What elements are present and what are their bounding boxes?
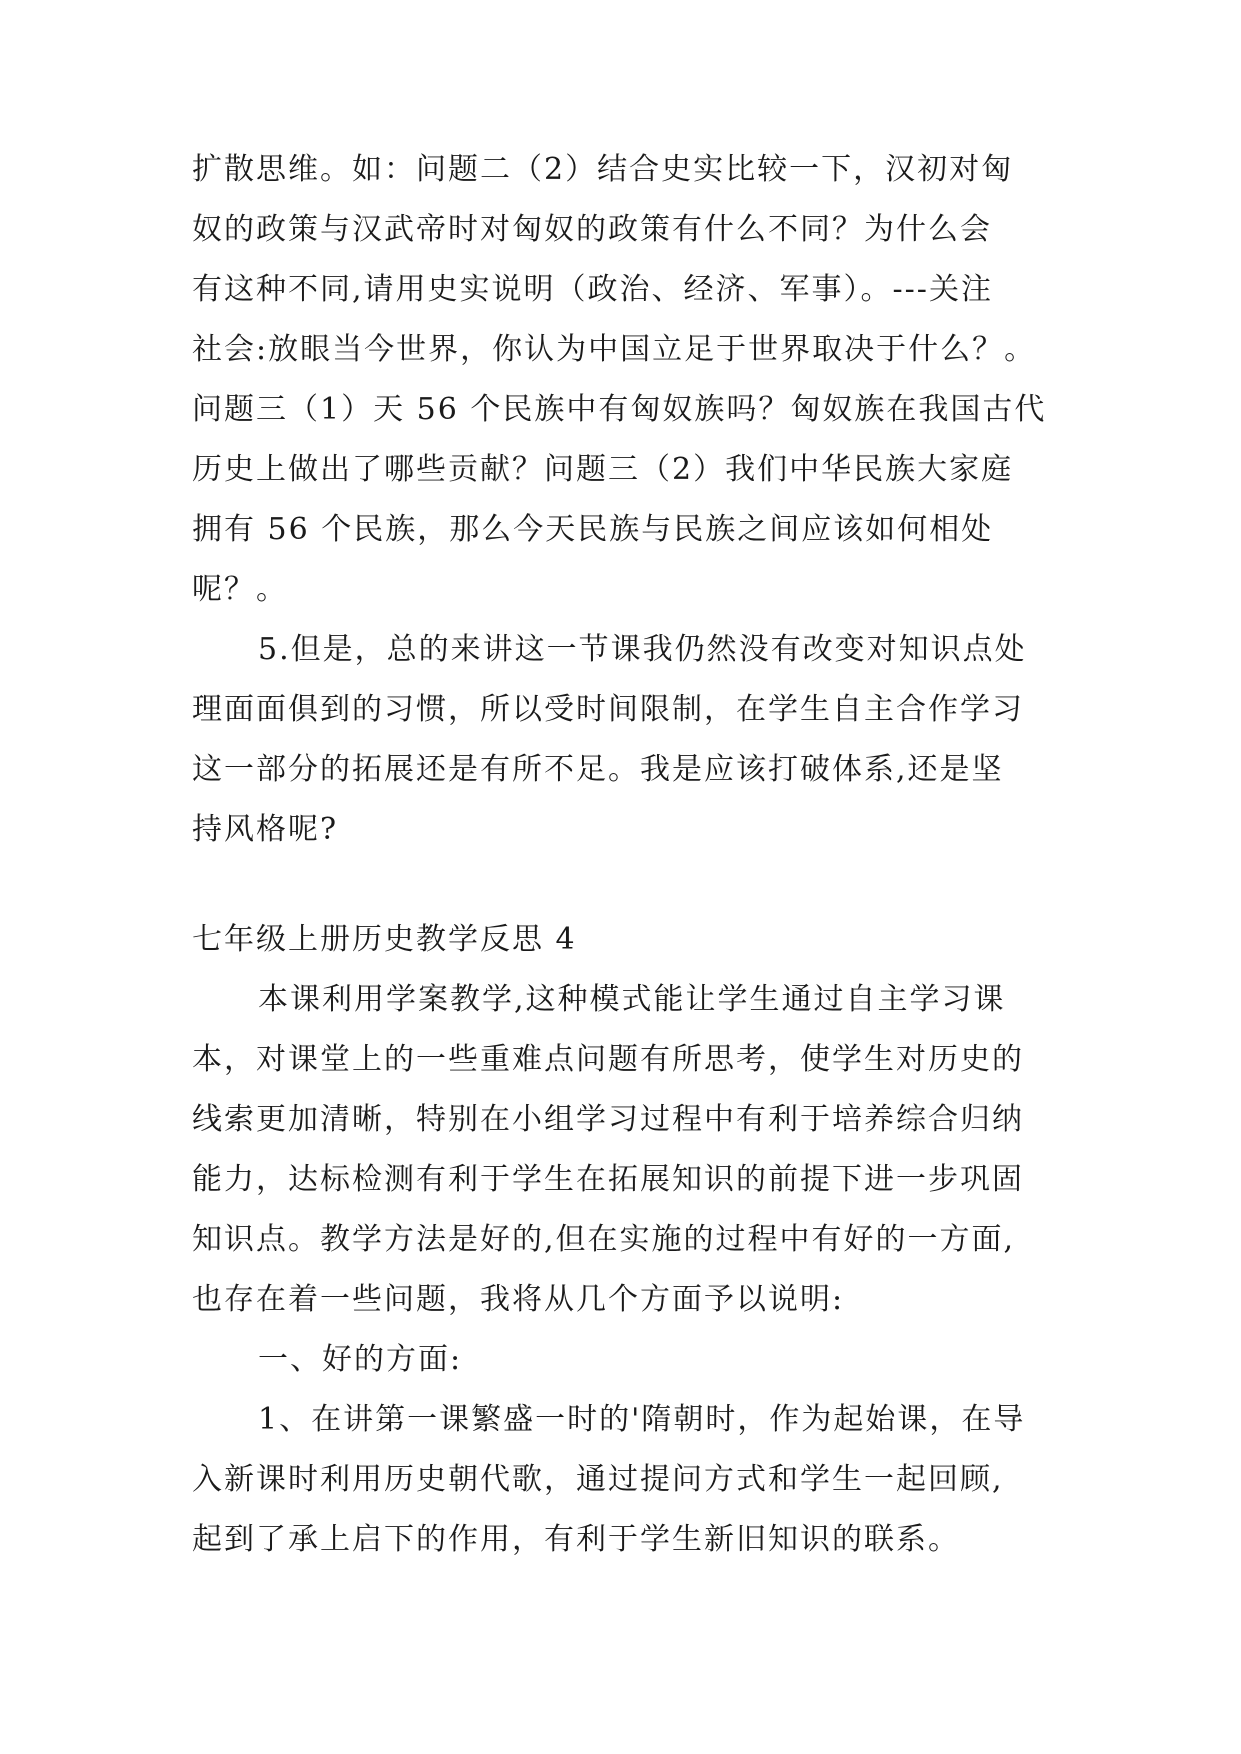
paragraph-line: 这一部分的拓展还是有所不足。我是应该打破体系,还是坚	[192, 752, 1004, 787]
paragraph-line: 1、在讲第一课繁盛一时的'隋朝时，作为起始课，在导	[258, 1402, 1026, 1437]
paragraph-line: 扩散思维。如：问题二（2）结合史实比较一下，汉初对匈	[192, 152, 1014, 187]
paragraph-line: 入新课时利用历史朝代歌，通过提问方式和学生一起回顾,	[192, 1462, 1004, 1497]
paragraph-line: 社会:放眼当今世界，你认为中国立足于世界取决于什么？。	[192, 332, 1037, 367]
paragraph-line: 能力，达标检测有利于学生在拓展知识的前提下进一步巩固	[192, 1162, 1024, 1197]
paragraph-line: 5.但是，总的来讲这一节课我仍然没有改变对知识点处	[258, 632, 1027, 667]
paragraph-line: 起到了承上启下的作用，有利于学生新旧知识的联系。	[192, 1522, 960, 1557]
paragraph-line: 历史上做出了哪些贡献？问题三（2）我们中华民族大家庭	[192, 452, 1014, 487]
paragraph-line: 本，对课堂上的一些重难点问题有所思考，使学生对历史的	[192, 1042, 1024, 1077]
paragraph-line: 拥有 56 个民族，那么今天民族与民族之间应该如何相处	[192, 512, 994, 547]
section-heading: 七年级上册历史教学反思 4	[192, 922, 577, 957]
paragraph-line: 持风格呢?	[192, 812, 339, 847]
paragraph-line: 呢？。	[192, 572, 288, 607]
paragraph-line: 本课利用学案教学,这种模式能让学生通过自主学习课	[258, 982, 1006, 1017]
paragraph-line: 知识点。教学方法是好的,但在实施的过程中有好的一方面,	[192, 1222, 1016, 1257]
paragraph-line: 问题三（1）天 56 个民族中有匈奴族吗？匈奴族在我国古代	[192, 392, 1047, 427]
paragraph-line: 奴的政策与汉武帝时对匈奴的政策有什么不同？为什么会	[192, 212, 992, 247]
paragraph-line: 也存在着一些问题，我将从几个方面予以说明:	[192, 1282, 845, 1317]
subheading-line: 一、好的方面:	[258, 1342, 463, 1377]
paragraph-line: 有这种不同,请用史实说明（政治、经济、军事）。---关注	[192, 272, 993, 307]
paragraph-line: 线索更加清晰，特别在小组学习过程中有利于培养综合归纳	[192, 1102, 1024, 1137]
paragraph-line: 理面面俱到的习惯，所以受时间限制，在学生自主合作学习	[192, 692, 1024, 727]
